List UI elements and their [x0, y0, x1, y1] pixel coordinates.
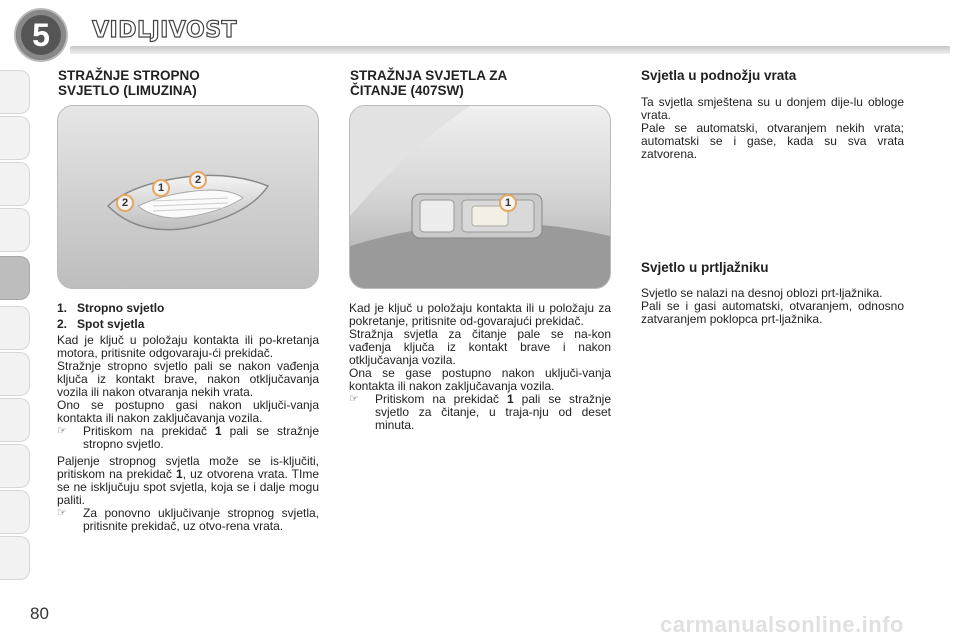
chapter-tab[interactable]: [0, 116, 30, 160]
section-heading-door-lights: Svjetla u podnožju vrata: [641, 68, 797, 83]
legend-item: 1. Stropno svjetlo: [57, 301, 165, 315]
paragraph: Paljenje stropnog svjetla može se is-ključiti, pritiskom na prekidač 1, uz otvorena vrata. TIme se ne isključuju spot svjetla, koja se i dalje mogu paliti.: [57, 454, 320, 507]
paragraph: Stražnja svjetla za čitanje pale se na-kon vađenja ključa iz kontakt brave i nakon otključavanja vozila.: [349, 327, 611, 367]
column-2-text: [349, 302, 611, 432]
bullet-item: ☞ Za ponovno uključivanje stropnog svjetla, pritisnite prekidač, uz otvo-rena vrata.: [57, 506, 319, 533]
paragraph: Ta svjetla smještena su u donjem dije-lu obloge vrata.: [641, 95, 904, 122]
paragraph: Stražnje stropno svjetlo pali se nakon vađenja ključa iz kontakt brave, nakon otključavanja vozila ili nakon otvaranja nekih vrata.: [57, 359, 319, 399]
chapter-tab[interactable]: [0, 490, 30, 534]
paragraph: Ono se postupno gasi nakon uključi-vanja kontakta ili nakon zaključavanja vozila.: [57, 398, 319, 425]
chapter-tab[interactable]: [0, 208, 30, 252]
chapter-tab[interactable]: [0, 398, 30, 442]
paragraph: Pali se i gasi automatski, otvaranjem, odnosno zatvaranjem poklopca prt-ljažnika.: [641, 299, 904, 326]
section-heading-boot-light: Svjetlo u prtljažniku: [641, 260, 769, 275]
pointing-hand-icon: ☞: [349, 393, 359, 405]
paragraph: Svjetlo se nalazi na desnoj oblozi prt-ljažnika.: [641, 286, 883, 300]
paragraph: Ona se gase postupno nakon uključi-vanja kontakta ili nakon zaključavanja vozila.: [349, 366, 611, 393]
pointing-hand-icon: ☞: [57, 507, 67, 519]
chapter-tab[interactable]: [0, 352, 30, 396]
chapter-tab-active[interactable]: [0, 256, 30, 300]
callout-marker: 1: [152, 179, 170, 197]
bullet-item: ☞ Pritiskom na prekidač 1 pali se stražnje stropno svjetlo.: [57, 424, 320, 451]
bullet-item: ☞ Pritiskom na prekidač 1 pali se stražnje svjetlo za čitanje, u traja-nju od deset minuta.: [349, 392, 612, 432]
ceiling-light-illustration: [58, 106, 318, 288]
pointing-hand-icon: ☞: [57, 425, 67, 437]
callout-marker: 2: [189, 171, 207, 189]
chapter-tab[interactable]: [0, 70, 30, 114]
boot-light-text: [641, 287, 904, 326]
legend-item: 2. Spot svjetla: [57, 317, 145, 331]
chapter-tab[interactable]: [0, 162, 30, 206]
door-lights-text: [641, 96, 904, 161]
section-heading-rear-reading-lights: STRAŽNJA SVJETLA ZA ČITANJE (407SW): [350, 68, 508, 98]
chapter-header-bar: [70, 46, 950, 54]
callout-marker: 2: [116, 194, 134, 212]
chapter-title: VIDLJIVOST: [92, 18, 238, 43]
reading-light-figure: [349, 105, 611, 289]
reading-light-illustration: [350, 106, 610, 288]
chapter-tab[interactable]: [0, 536, 30, 580]
paragraph: Pale se automatski, otvaranjem nekih vrata; automatski se i gase, kada su sva vrata zatvorena.: [641, 121, 904, 161]
chapter-tab[interactable]: [0, 444, 30, 488]
paragraph: Kad je ključ u položaju kontakta ili po-kretanja motora, pritisnite odgovaraju-ći prekidač.: [57, 333, 319, 360]
column-1-text: [57, 302, 319, 533]
ceiling-light-figure: [57, 105, 319, 289]
chapter-number-badge: [16, 10, 66, 60]
watermark: carmanualsonline.info: [660, 612, 904, 637]
page-number: 80: [30, 604, 49, 623]
paragraph: Kad je ključ u položaju kontakta ili u položaju za pokretanje, pritisnite od-govarajući prekidač.: [349, 301, 611, 328]
chapter-number: 5: [32, 16, 50, 53]
callout-marker: 1: [499, 194, 517, 212]
section-heading-rear-ceiling-light: STRAŽNJE STROPNO SVJETLO (LIMUZINA): [58, 68, 200, 98]
chapter-tab[interactable]: [0, 306, 30, 350]
